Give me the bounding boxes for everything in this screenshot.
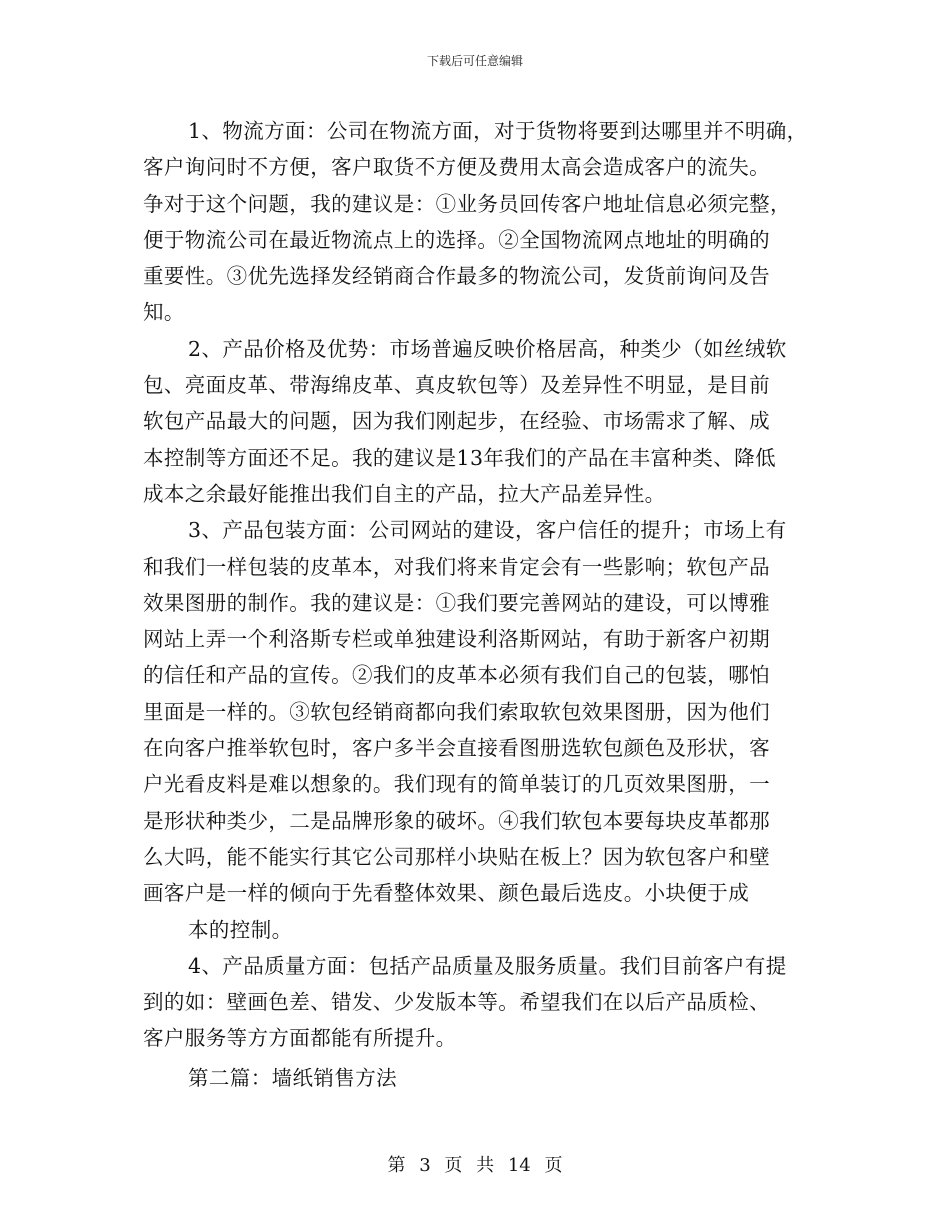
paragraph-line: 么大吗，能不能实行其它公司那样小块贴在板上？因为软包客户和壁	[143, 844, 770, 869]
paragraph-line: 到的如：壁画色差、错发、少发版本等。希望我们在以后产品质检、	[143, 990, 770, 1015]
paragraph-line: 是形状种类少，二是品牌形象的破坏。④我们软包本要每块皮革都那	[143, 808, 770, 833]
paragraph-line: 本的控制。	[188, 917, 293, 942]
paragraph-line: 网站上弄一个利洛斯专栏或单独建设利洛斯网站，有助于新客户初期	[143, 627, 770, 652]
paragraph-line: 的信任和产品的宣传。②我们的皮革本必须有我们自己的包装，哪怕	[143, 663, 770, 688]
paragraph-line: 画客户是一样的倾向于先看整体效果、颜色最后选皮。小块便于成	[143, 881, 750, 906]
paragraph-line: 成本之余最好能推出我们自主的产品，拉大产品差异性。	[143, 481, 666, 506]
paragraph-line: 1、物流方面：公司在物流方面，对于货物将要到达哪里并不明确，	[188, 119, 808, 143]
paragraph-line: 软包产品最大的问题，因为我们刚起步，在经验、市场需求了解、成	[143, 409, 770, 434]
paragraph-line: 包、亮面皮革、带海绵皮革、真皮软包等）及差异性不明显，是目前	[143, 373, 770, 398]
paragraph-line: 客户服务等方方面都能有所提升。	[143, 1026, 457, 1051]
paragraph-line: 知。	[143, 300, 185, 325]
paragraph-line: 4、产品质量方面：包括产品质量及服务质量。我们目前客户有提	[188, 953, 787, 978]
paragraph-line: 便于物流公司在最近物流点上的选择。②全国物流网点地址的明确的	[143, 227, 770, 252]
page-header-note: 下载后可任意编辑	[426, 54, 523, 68]
paragraph-line: 和我们一样包装的皮革本，对我们将来肯定会有一些影响；软包产品	[143, 554, 770, 579]
page-number: 第 3 页 共 14 页	[387, 1155, 563, 1176]
paragraph-line: 本控制等方面还不足。我的建议是13年我们的产品在丰富种类、降低	[143, 445, 776, 470]
paragraph-line: 客户询问时不方便，客户取货不方便及费用太高会造成客户的流失。	[143, 155, 770, 180]
paragraph-line: 里面是一样的。③软包经销商都向我们索取软包效果图册，因为他们	[143, 699, 770, 724]
paragraph-line: 重要性。③优先选择发经销商合作最多的物流公司，发货前询问及告	[143, 264, 770, 289]
paragraph-line: 效果图册的制作。我的建议是：①我们要完善网站的建设，可以博雅	[143, 590, 770, 615]
paragraph-line: 2、产品价格及优势：市场普遍反映价格居高，种类少（如丝绒软	[188, 336, 787, 361]
paragraph-line: 3、产品包装方面：公司网站的建设，客户信任的提升；市场上有	[188, 518, 787, 543]
section-heading: 第二篇：墙纸销售方法	[188, 1065, 397, 1090]
document-body	[143, 113, 823, 1096]
paragraph-line: 在向客户推举软包时，客户多半会直接看图册选软包颜色及形状，客	[143, 736, 770, 761]
paragraph-line: 户光看皮料是难以想象的。我们现有的简单装订的几页效果图册，一	[143, 772, 770, 797]
paragraph-line: 争对于这个问题，我的建议是：①业务员回传客户地址信息必须完整，	[143, 191, 791, 216]
